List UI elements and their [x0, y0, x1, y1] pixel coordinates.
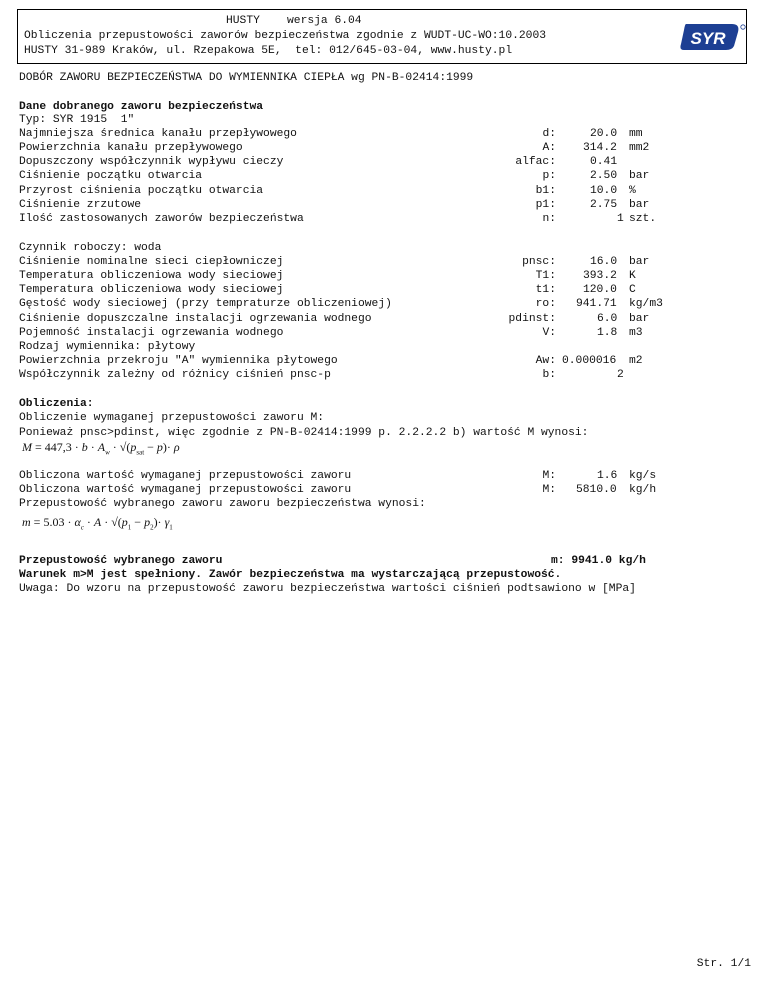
- valve-symbol: A:: [542, 142, 556, 154]
- calc-line1: Obliczenie wymaganej przepustowości zaworu M:: [19, 412, 325, 424]
- medium-symbol: pdinst:: [508, 313, 556, 325]
- medium-value: 6.0: [597, 313, 618, 325]
- header-address: HUSTY 31-989 Kraków, ul. Rzepakowa 5E, tel: 012/645-03-04, www.husty.pl: [24, 45, 513, 57]
- result-symbol: M:: [542, 484, 556, 496]
- medium-unit: kg/m3: [629, 298, 663, 310]
- valve-symbol: n:: [542, 213, 556, 225]
- medium-unit: bar: [629, 256, 650, 268]
- result-capacity-label: Przepustowość wybranego zaworu: [19, 555, 223, 567]
- medium-symbol: ro:: [535, 298, 556, 310]
- result-unit: kg/h: [629, 484, 657, 496]
- medium-symbol: t1:: [535, 284, 556, 296]
- medium-symbol: V:: [542, 327, 556, 339]
- medium-value: 1.8: [597, 327, 618, 339]
- result-symbol: M:: [542, 470, 556, 482]
- medium-label: Powierzchnia przekroju "A" wymiennika płytowego: [19, 355, 338, 367]
- valve-symbol: d:: [542, 128, 556, 140]
- medium-value: 0.000016: [562, 355, 617, 367]
- result-value: 1.6: [597, 470, 618, 482]
- valve-value: 314.2: [583, 142, 617, 154]
- formula-valve-capacity: $m = 5.03 \cdot \alpha_c \cdot A \cdot √(p_1 - p_2)\cdot \gamma_1$: [22, 515, 173, 532]
- valve-value: 20.0: [590, 128, 618, 140]
- medium-value: 941.71: [576, 298, 617, 310]
- medium-unit: bar: [629, 313, 650, 325]
- valve-value: 1: [617, 213, 624, 225]
- calc-heading: Obliczenia:: [19, 398, 94, 410]
- valve-symbol: p:: [542, 170, 556, 182]
- valve-label: Najmniejsza średnica kanału przepływowego: [19, 128, 297, 140]
- valve-unit: bar: [629, 170, 650, 182]
- valve-value: 10.0: [590, 185, 618, 197]
- result-check: Warunek m>M jest spełniony. Zawór bezpieczeństwa ma wystarczającą przepustowość.: [19, 569, 562, 581]
- doc-title: DOBÓR ZAWORU BEZPIECZEŃSTWA DO WYMIENNIKA CIEPŁA wg PN-B-02414:1999: [19, 72, 474, 84]
- result-note: Uwaga: Do wzoru na przepustowość zaworu bezpieczeństwa wartości ciśnień podtsawiono w [MPa]: [19, 583, 636, 595]
- medium-value: 120.0: [583, 284, 617, 296]
- exchanger-type: Rodzaj wymiennika: płytowy: [19, 341, 196, 353]
- medium-value: 16.0: [590, 256, 618, 268]
- formula-required-capacity: $M = 447,3 \cdot b \cdot A_w \cdot √(p_{sat} - p)\cdot \rho$: [22, 440, 180, 457]
- medium-label: Ciśnienie dopuszczalne instalacji ogrzewania wodnego: [19, 313, 372, 325]
- result-label: Obliczona wartość wymaganej przepustowości zaworu: [19, 484, 352, 496]
- header-title: HUSTY wersja 6.04: [226, 15, 362, 27]
- result-label: Obliczona wartość wymaganej przepustowości zaworu: [19, 470, 352, 482]
- valve-value: 0.41: [590, 156, 618, 168]
- valve-type: Typ: SYR 1915 1": [19, 114, 135, 126]
- medium-value: 393.2: [583, 270, 617, 282]
- valve-unit: mm: [629, 128, 643, 140]
- valve-symbol: p1:: [535, 199, 556, 211]
- medium-symbol: b:: [542, 369, 556, 381]
- medium-label: Ciśnienie nominalne sieci ciepłowniczej: [19, 256, 284, 268]
- medium-label: Pojemność instalacji ogrzewania wodnego: [19, 327, 284, 339]
- medium-value: 2: [617, 369, 624, 381]
- medium-title: Czynnik roboczy: woda: [19, 242, 162, 254]
- syr-logo: [680, 22, 746, 52]
- calc-line3: Przepustowość wybranego zaworu zaworu bezpieczeństwa wynosi:: [19, 498, 426, 510]
- valve-unit: bar: [629, 199, 650, 211]
- valve-symbol: alfac:: [515, 156, 556, 168]
- header-box: [17, 9, 747, 64]
- valve-symbol: b1:: [535, 185, 556, 197]
- medium-symbol: pnsc:: [522, 256, 556, 268]
- valve-label: Ciśnienie początku otwarcia: [19, 170, 203, 182]
- result-value: 5810.0: [576, 484, 617, 496]
- medium-unit: C: [629, 284, 636, 296]
- medium-label: Temperatura obliczeniowa wody sieciowej: [19, 270, 284, 282]
- medium-label: Współczynnik zależny od różnicy ciśnień pnsc-p: [19, 369, 331, 381]
- valve-unit: szt.: [629, 213, 657, 225]
- medium-symbol: Aw:: [535, 355, 556, 367]
- valve-value: 2.75: [590, 199, 618, 211]
- valve-unit: %: [629, 185, 636, 197]
- medium-unit: K: [629, 270, 636, 282]
- medium-unit: m2: [629, 355, 643, 367]
- medium-label: Gęstość wody sieciowej (przy tempraturze obliczeniowej): [19, 298, 392, 310]
- valve-label: Powierzchnia kanału przepływowego: [19, 142, 243, 154]
- valve-label: Przyrost ciśnienia początku otwarcia: [19, 185, 264, 197]
- logo-text: SYR: [690, 29, 726, 48]
- valve-value: 2.50: [590, 170, 618, 182]
- valve-unit: mm2: [629, 142, 650, 154]
- valve-heading: Dane dobranego zaworu bezpieczeństwa: [19, 101, 264, 113]
- medium-unit: m3: [629, 327, 643, 339]
- valve-label: Dopuszczony współczynnik wypływu cieczy: [19, 156, 284, 168]
- result-unit: kg/s: [629, 470, 657, 482]
- medium-symbol: T1:: [535, 270, 556, 282]
- page-number: Str. 1/1: [696, 958, 751, 970]
- valve-label: Ilość zastosowanych zaworów bezpieczeństwa: [19, 213, 304, 225]
- valve-label: Ciśnienie zrzutowe: [19, 199, 142, 211]
- calc-line2: Ponieważ pnsc>pdinst, więc zgodnie z PN-B-02414:1999 p. 2.2.2.2 b) wartość M wynosi:: [19, 427, 589, 439]
- result-capacity-value: m: 9941.0 kg/h: [551, 555, 646, 567]
- header-subtitle: Obliczenia przepustowości zaworów bezpieczeństwa zgodnie z WUDT-UC-WO:10.2003: [24, 30, 547, 42]
- medium-label: Temperatura obliczeniowa wody sieciowej: [19, 284, 284, 296]
